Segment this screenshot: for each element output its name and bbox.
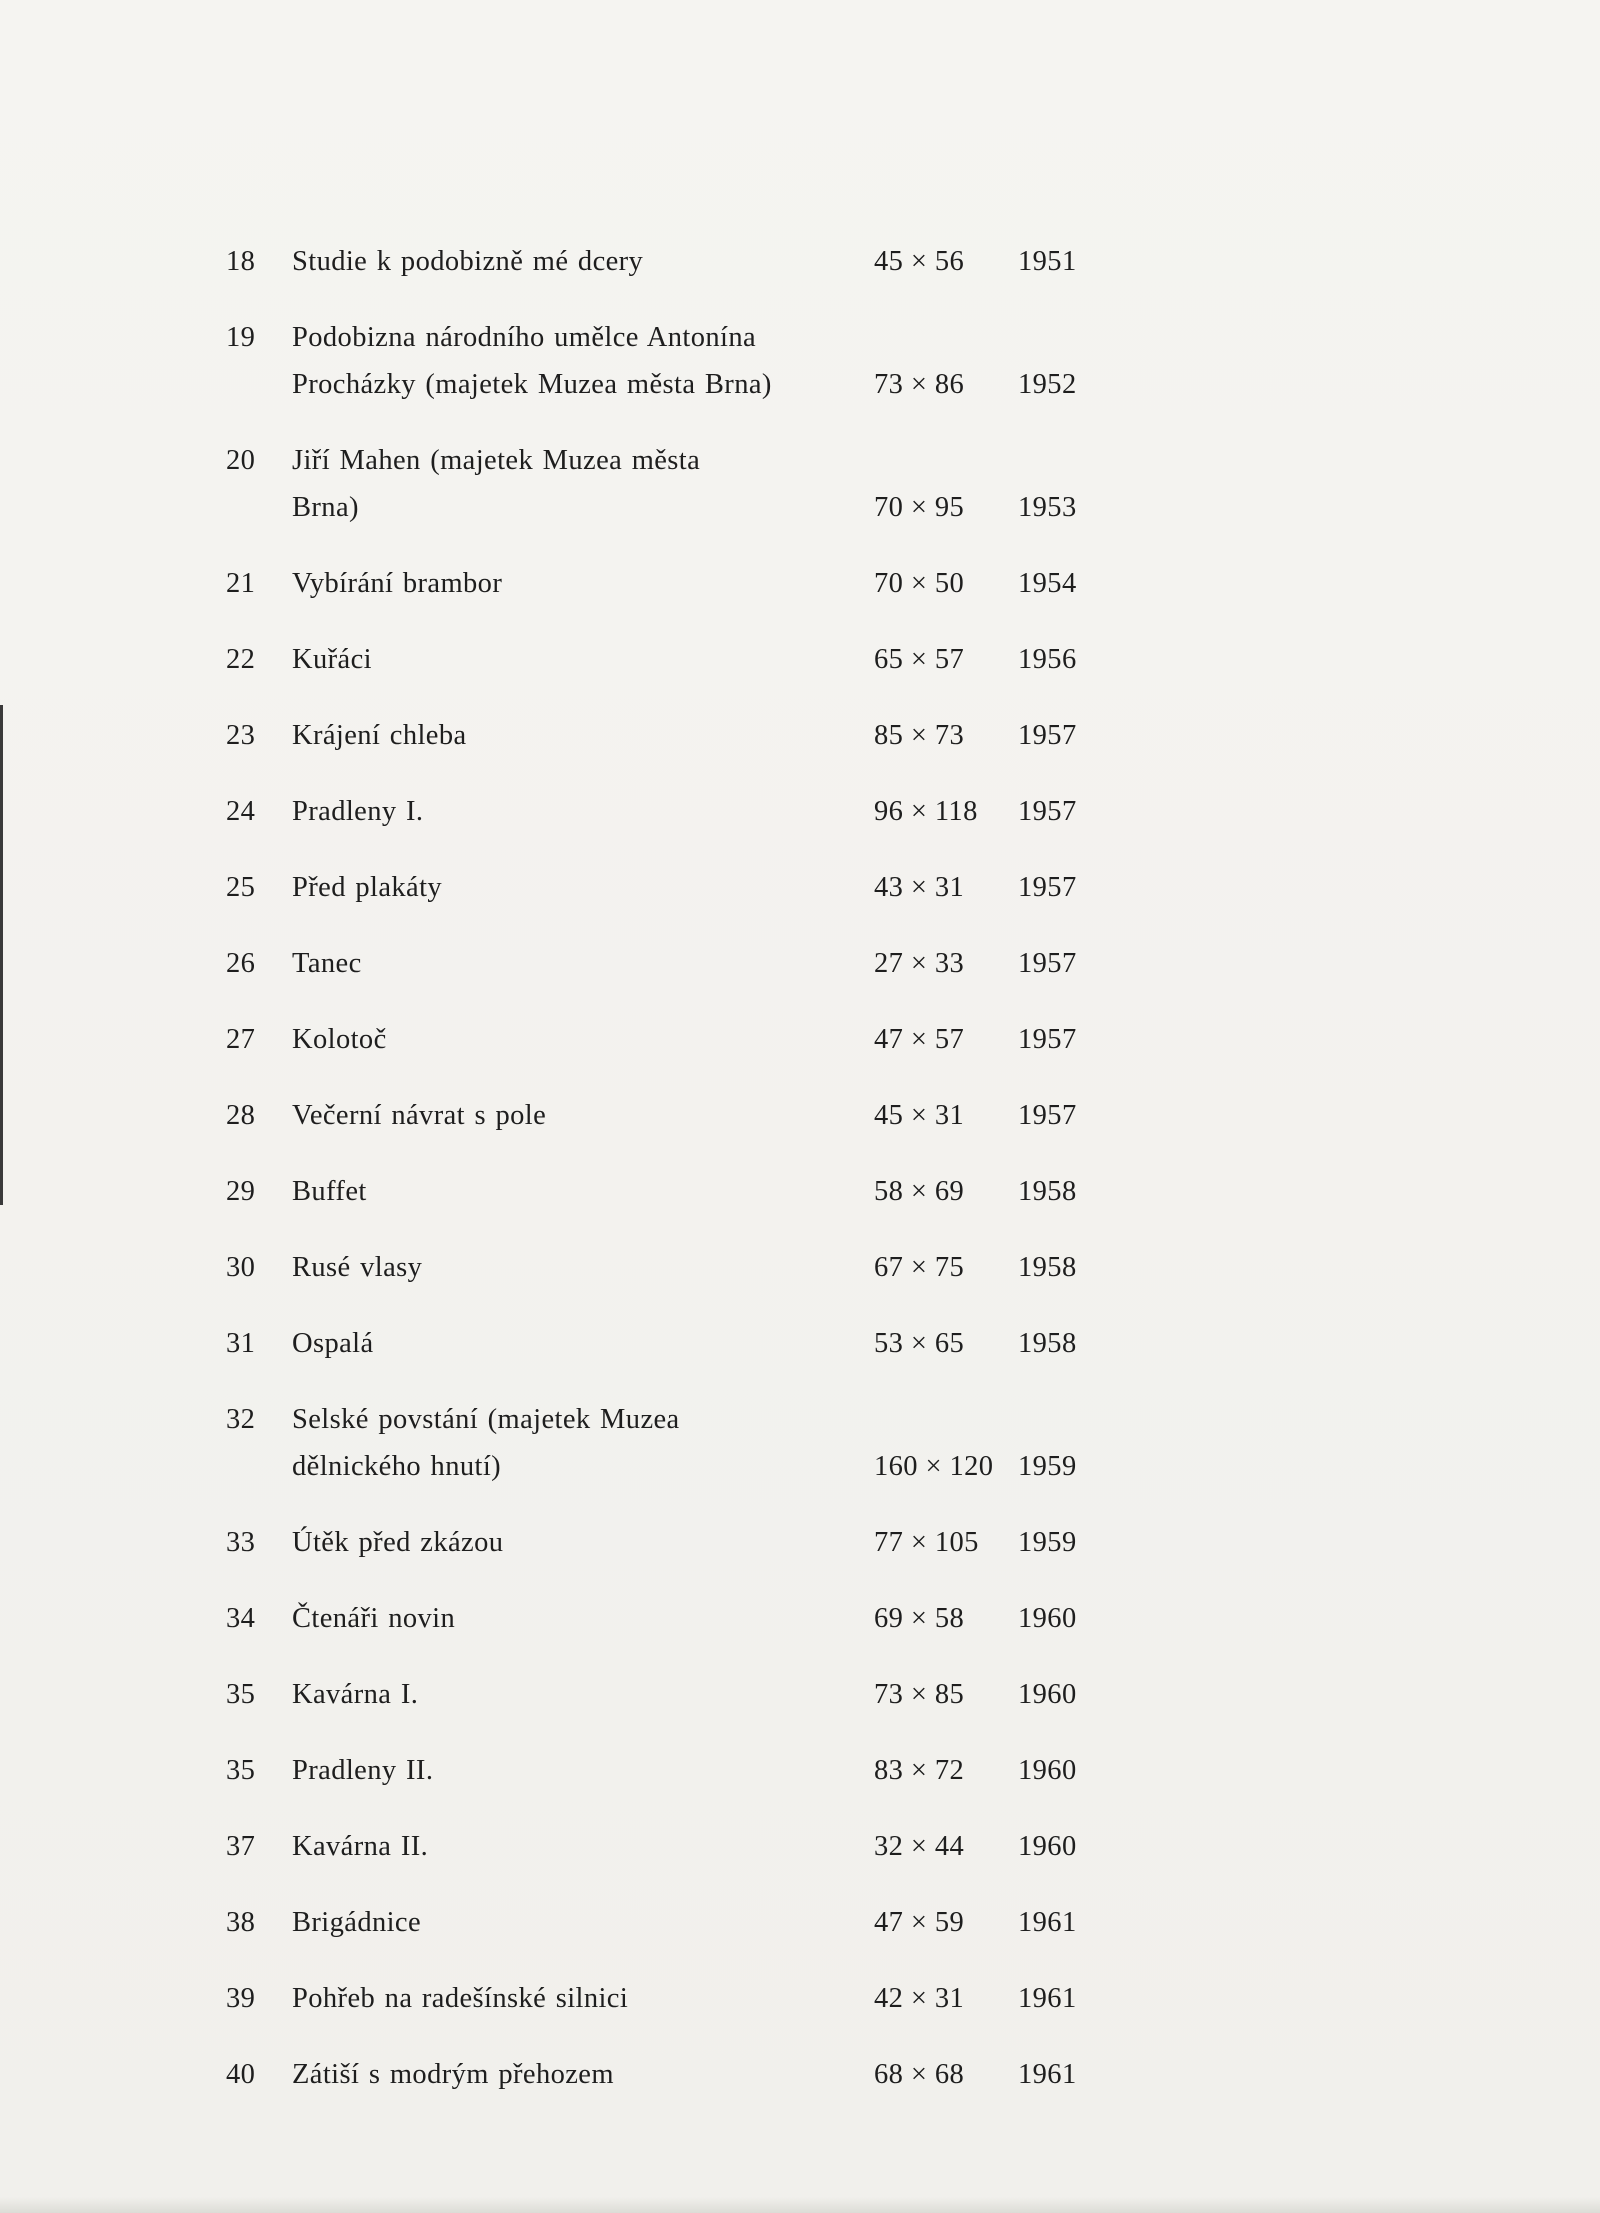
entry-dimensions: 42 × 31 — [874, 1983, 965, 2014]
entry-year: 1957 — [1018, 948, 1077, 979]
entry-number: 21 — [226, 568, 256, 599]
entry-year: 1961 — [1018, 1983, 1077, 2014]
entry-year: 1959 — [1018, 1527, 1077, 1558]
entry-dimensions: 47 × 57 — [874, 1024, 965, 1055]
entry-title: Rusé vlasy — [292, 1252, 423, 1283]
entry-year: 1958 — [1018, 1176, 1077, 1207]
entry-dimensions: 32 × 44 — [874, 1831, 965, 1862]
entry-year: 1956 — [1018, 644, 1077, 675]
binding-edge-mark — [0, 705, 3, 1205]
entry-dimensions: 96 × 118 — [874, 796, 978, 827]
catalog-entry — [226, 1244, 1126, 1291]
entry-dimensions: 83 × 72 — [874, 1755, 965, 1786]
entry-title: Selské povstání (majetek Muzea dělnického hnutí) — [292, 1404, 680, 1482]
entry-year: 1957 — [1018, 720, 1077, 751]
entry-number: 35 — [226, 1755, 256, 1786]
entry-number: 33 — [226, 1527, 256, 1558]
catalog-entry — [226, 940, 1126, 987]
entry-number: 38 — [226, 1907, 256, 1938]
catalog-entry — [226, 1396, 1126, 1490]
entry-dimensions: 45 × 56 — [874, 246, 965, 277]
entry-title: Kuřáci — [292, 644, 372, 675]
entry-dimensions: 67 × 75 — [874, 1252, 965, 1283]
catalog-entry — [226, 864, 1126, 911]
entry-dimensions: 85 × 73 — [874, 720, 965, 751]
entry-number: 31 — [226, 1328, 256, 1359]
entry-number: 28 — [226, 1100, 256, 1131]
entry-number: 23 — [226, 720, 256, 751]
entry-year: 1951 — [1018, 246, 1077, 277]
entry-year: 1960 — [1018, 1679, 1077, 1710]
catalog-entry — [226, 636, 1126, 683]
entry-year: 1958 — [1018, 1328, 1077, 1359]
entry-dimensions: 43 × 31 — [874, 872, 965, 903]
entry-number: 40 — [226, 2059, 256, 2090]
entry-dimensions: 58 × 69 — [874, 1176, 965, 1207]
entry-dimensions: 73 × 85 — [874, 1679, 965, 1710]
entry-number: 34 — [226, 1603, 256, 1634]
entry-title: Pohřeb na radešínské silnici — [292, 1983, 629, 2014]
entry-year: 1960 — [1018, 1603, 1077, 1634]
catalog-entry — [226, 712, 1126, 759]
catalog-entry — [226, 1595, 1126, 1642]
entry-dimensions: 69 × 58 — [874, 1603, 965, 1634]
entry-dimensions: 77 × 105 — [874, 1527, 979, 1558]
entry-title: Vybírání brambor — [292, 568, 503, 599]
entry-title: Večerní návrat s pole — [292, 1100, 547, 1131]
catalog-entry — [226, 788, 1126, 835]
entry-year: 1952 — [1018, 369, 1077, 400]
entry-number: 24 — [226, 796, 256, 827]
entry-dimensions: 70 × 95 — [874, 492, 965, 523]
entry-year: 1957 — [1018, 1100, 1077, 1131]
catalog-entry — [226, 560, 1126, 607]
catalog-entry — [226, 1016, 1126, 1063]
catalog-entry — [226, 1975, 1126, 2022]
catalog-entry — [226, 2051, 1126, 2098]
entry-year: 1960 — [1018, 1831, 1077, 1862]
catalog-entry — [226, 1747, 1126, 1794]
entry-number: 30 — [226, 1252, 256, 1283]
entry-title: Před plakáty — [292, 872, 443, 903]
entry-year: 1953 — [1018, 492, 1077, 523]
entry-title: Zátiší s modrým přehozem — [292, 2059, 614, 2090]
entry-title: Ospalá — [292, 1328, 374, 1359]
catalog-entry — [226, 1823, 1126, 1870]
entry-number: 22 — [226, 644, 256, 675]
entry-title: Pradleny I. — [292, 796, 424, 827]
entry-dimensions: 68 × 68 — [874, 2059, 965, 2090]
entry-title: Kavárna I. — [292, 1679, 419, 1710]
entry-title: Jiří Mahen (majetek Muzea města Brna) — [292, 445, 701, 523]
entry-dimensions: 70 × 50 — [874, 568, 965, 599]
entry-title: Studie k podobizně mé dcery — [292, 246, 644, 277]
entry-title: Pradleny II. — [292, 1755, 434, 1786]
entry-title: Krájení chleba — [292, 720, 467, 751]
entry-number: 27 — [226, 1024, 256, 1055]
entry-dimensions: 45 × 31 — [874, 1100, 965, 1131]
catalog-entry — [226, 437, 1126, 531]
entry-year: 1961 — [1018, 1907, 1077, 1938]
entry-dimensions: 73 × 86 — [874, 369, 965, 400]
entry-number: 32 — [226, 1404, 256, 1435]
entry-number: 29 — [226, 1176, 256, 1207]
catalog-entry — [226, 1168, 1126, 1215]
entry-dimensions: 160 × 120 — [874, 1451, 994, 1482]
entry-number: 37 — [226, 1831, 256, 1862]
entry-dimensions: 27 × 33 — [874, 948, 965, 979]
entry-number: 19 — [226, 322, 256, 353]
entry-number: 18 — [226, 246, 256, 277]
entry-number: 35 — [226, 1679, 256, 1710]
entry-dimensions: 53 × 65 — [874, 1328, 965, 1359]
entry-title: Brigádnice — [292, 1907, 422, 1938]
catalog-entry — [226, 1320, 1126, 1367]
entry-dimensions: 65 × 57 — [874, 644, 965, 675]
entry-year: 1957 — [1018, 872, 1077, 903]
entry-year: 1954 — [1018, 568, 1077, 599]
catalog-entry — [226, 1899, 1126, 1946]
entry-year: 1959 — [1018, 1451, 1077, 1482]
entry-title: Kolotoč — [292, 1024, 387, 1055]
entry-title: Čtenáři novin — [292, 1603, 456, 1634]
entry-title: Tanec — [292, 948, 362, 979]
entry-number: 26 — [226, 948, 256, 979]
entry-year: 1960 — [1018, 1755, 1077, 1786]
catalog-entry — [226, 1092, 1126, 1139]
catalog-entry — [226, 1519, 1126, 1566]
entry-number: 20 — [226, 445, 256, 476]
entry-title: Podobizna národního umělce Antonína Procházky (majetek Muzea města Brna) — [292, 322, 772, 400]
entry-number: 25 — [226, 872, 256, 903]
entry-title: Útěk před zkázou — [292, 1527, 504, 1558]
entry-year: 1957 — [1018, 1024, 1077, 1055]
entry-title: Buffet — [292, 1176, 367, 1207]
entry-dimensions: 47 × 59 — [874, 1907, 965, 1938]
catalog-entry — [226, 238, 1126, 285]
scan-bottom-edge — [0, 2197, 1600, 2213]
catalog-entry — [226, 314, 1126, 408]
artwork-catalog-list — [226, 238, 1126, 2127]
entry-title: Kavárna II. — [292, 1831, 429, 1862]
entry-year: 1958 — [1018, 1252, 1077, 1283]
entry-year: 1957 — [1018, 796, 1077, 827]
entry-year: 1961 — [1018, 2059, 1077, 2090]
entry-number: 39 — [226, 1983, 256, 2014]
catalog-entry — [226, 1671, 1126, 1718]
